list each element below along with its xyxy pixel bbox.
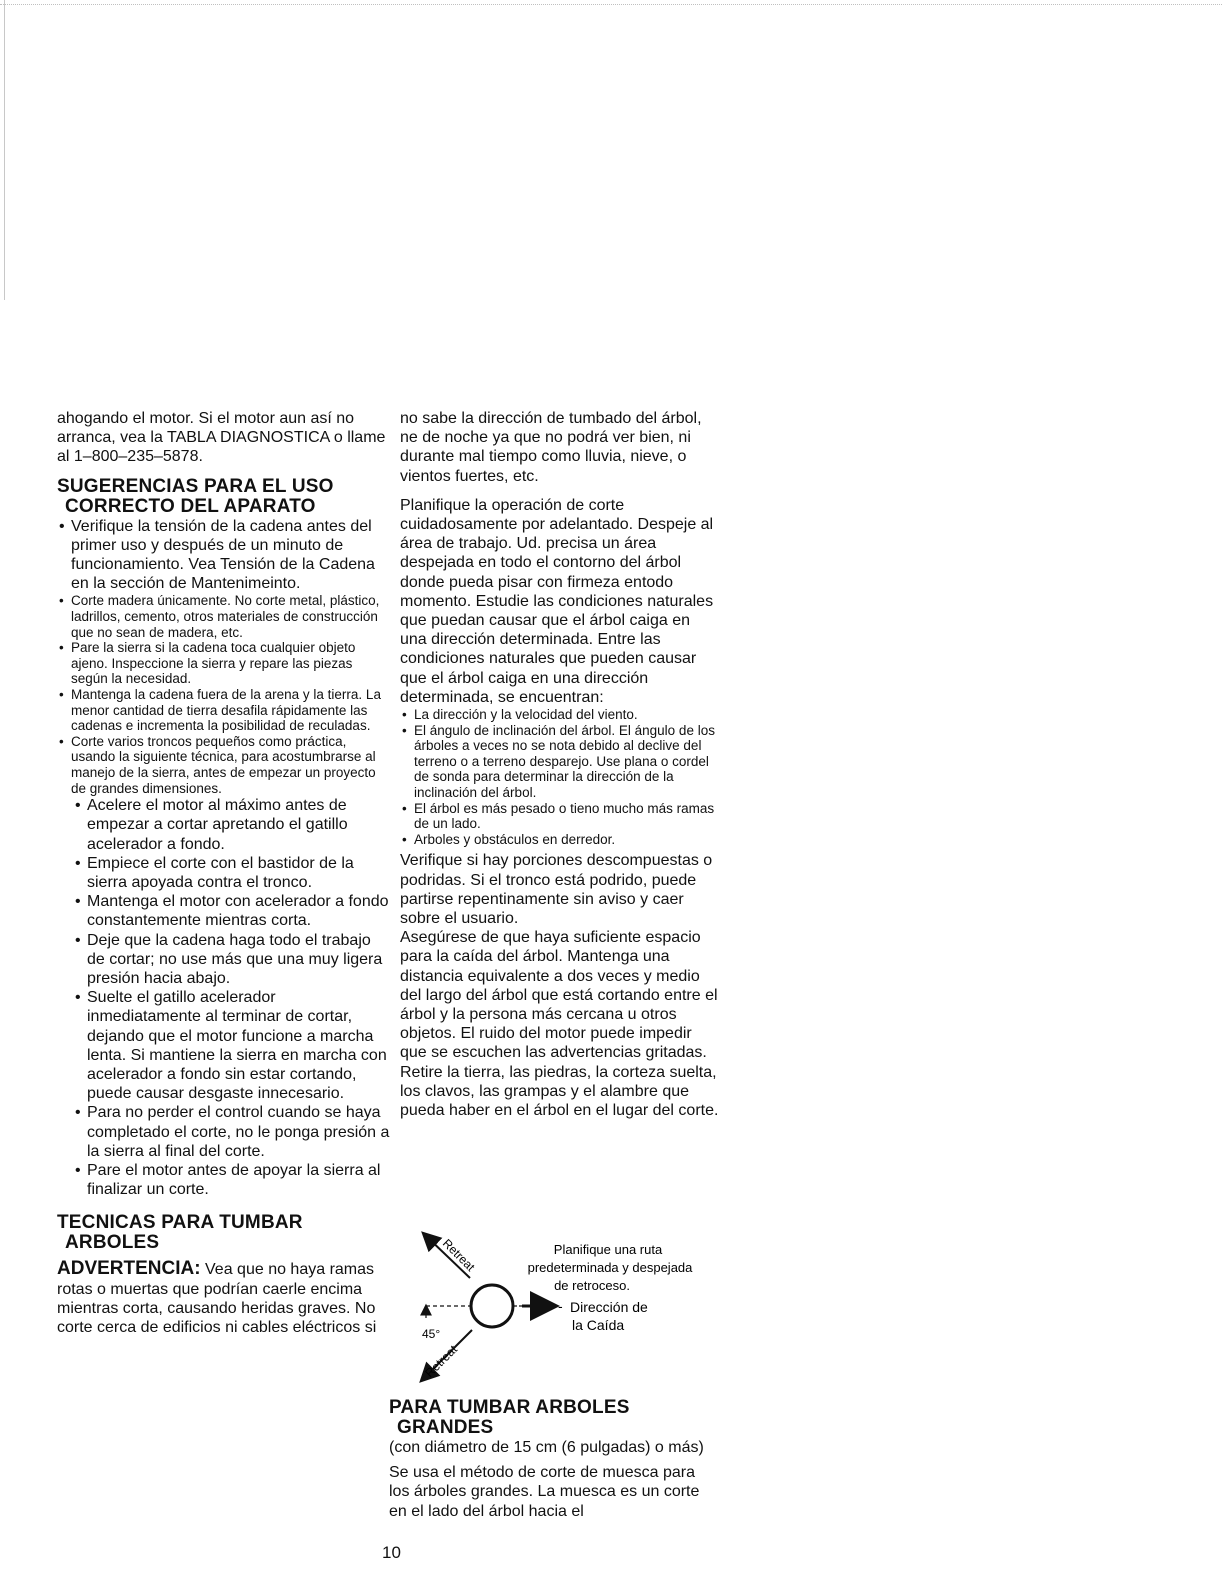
paragraph: Verifique si hay porciones descompuestas o podridas. Si el tronco está podrido, puede partirse repentinamente sin aviso y caer sobre el usuario.: [400, 852, 713, 927]
retreat-plan-line3: de retroceso.: [554, 1278, 630, 1293]
section-title-line1: PARA TUMBAR ARBOLES: [389, 1397, 630, 1418]
tips-list: [57, 517, 390, 797]
list-item: • Acelere el motor al máximo antes de empezar a cortar apretando el gatillo acelerador a fondo.: [57, 796, 390, 854]
section-title-grandes: [389, 1398, 719, 1438]
paragraph: no sabe la dirección de tumbado del árbol, ne de noche ya que no podrá ver bien, ni durante mal tiempo como lluvia, nieve, o vientos fuertes, etc.: [400, 410, 702, 485]
list-item: • Pare el motor antes de apoyar la sierra al finalizar un corte.: [57, 1161, 390, 1199]
fall-direction-line1: Dirección de: [570, 1299, 648, 1315]
list-item: • Verifique la tensión de la cadena antes del primer uso y después de un minuto de funcionamiento. Vea Tensión de la Cadena en la sección de Mantenimeinto.: [57, 517, 390, 594]
section-title-line2: GRANDES: [397, 1417, 494, 1438]
retreat-plan-line1: Planifique una ruta: [553, 1242, 663, 1257]
list-item: • Suelte el gatillo acelerador inmediatamente al terminar de cortar, dejando que el motor funcione a marcha lenta. Si mantiene la sierra en marcha con acelerador a fondo sin estar cortando, puede causar desgaste innecesario.: [57, 988, 390, 1103]
retreat-label-lower: Retreat: [422, 1342, 460, 1381]
list-item: • Mantenga la cadena fuera de la arena y la tierra. La menor cantidad de tierra desafila rápidamente las cadenas e incrementa la posibilidad de reculadas.: [57, 687, 390, 734]
paragraph: Planifique la operación de corte cuidadosamente por adelantado. Despeje al área de trabajo. Ud. precisa un área despejada en todo el contorno del árbol donde pueda pisar con firmeza entodo momento. Estudie las condiciones naturales que puedan causar que el árbol caiga en una dirección determinada. Entre las condiciones naturales que pueden causar que el árbol caiga en una dirección determinada, se encuentran:: [400, 496, 714, 706]
list-item: • El árbol es más pesado o tieno mucho más ramas de un lado.: [400, 801, 720, 832]
page-number: 10: [382, 1543, 401, 1562]
technique-sublist: [57, 796, 390, 1199]
list-item: • La dirección y la velocidad del viento.: [400, 707, 720, 723]
list-item: • Mantenga el motor con acelerador a fondo constantemente mientras corta.: [57, 892, 390, 930]
conditions-list: [400, 707, 720, 847]
list-item: • Empiece el corte con el bastidor de la sierra apoyada contra el tronco.: [57, 854, 390, 892]
page-top-border: [0, 4, 1222, 6]
section-title-line1: TECNICAS PARA TUMBAR: [57, 1212, 303, 1234]
retreat-label-upper: Retreat: [439, 1236, 478, 1274]
section-subtitle: (con diámetro de 15 cm (6 pulgadas) o más): [389, 1439, 704, 1456]
list-item: • Deje que la cadena haga todo el trabajo de cortar; no use más que una muy ligera presión hacia abajo.: [57, 931, 390, 989]
right-column: [400, 409, 720, 1130]
retreat-plan-line2: predeterminada y despejada: [527, 1260, 693, 1275]
section-large-trees: [389, 1398, 719, 1531]
section-title-line2: CORRECTO DEL APARATO: [65, 495, 316, 517]
list-item: • Pare la sierra si la cadena toca cualquier objeto ajeno. Inspeccione la sierra y repare las piezas según la necesidad.: [57, 640, 390, 687]
warning-label: ADVERTENCIA:: [57, 1258, 201, 1280]
angle-label: 45°: [422, 1327, 441, 1341]
section-title-sugerencias: [57, 477, 390, 517]
list-item: • Para no perder el control cuando se haya completado el corte, no le ponga presión a la sierra al final del corte.: [57, 1103, 390, 1161]
left-column: [57, 409, 390, 1347]
section-title-tecnicas: [57, 1213, 390, 1253]
warning-paragraph: [57, 1259, 390, 1337]
section-title-line2: ARBOLES: [65, 1232, 160, 1254]
list-item: • Corte varios troncos pequeños como práctica, usando la siguiente técnica, para acostumbrarse al manejo de la sierra, antes de empezar un proyecto de grandes dimensiones.: [57, 734, 390, 796]
tree-trunk-circle: [471, 1285, 513, 1327]
fall-direction-line2: la Caída: [572, 1317, 625, 1333]
paragraph: Asegúrese de que haya suficiente espacio para la caída del árbol. Mantenga una distancia equivalente a dos veces y medio del largo del árbol que está cortando entre el árbol y la persona más cercana u otros objetos. El ruido del motor puede impedir que se escuchen las advertencias gritadas. Retire la tierra, las piedras, la corteza suelta, los clavos, las grampas y el alambre que pueda haber en el árbol en el lugar del corte.: [400, 929, 719, 1120]
intro-paragraph: ahogando el motor. Si el motor aun así no arranca, vea la TABLA DIAGNOSTICA o llame al 1–800–235–5878.: [57, 410, 386, 466]
list-item: • Corte madera únicamente. No corte metal, plástico, ladrillos, cemento, otros materiales de construcción que no sean de madera, etc.: [57, 593, 390, 640]
paragraph: Se usa el método de corte de muesca para los árboles grandes. La muesca es un corte en el lado del árbol hacia el: [389, 1464, 700, 1520]
list-item: • Arboles y obstáculos en derredor.: [400, 832, 720, 848]
list-item: • El ángulo de inclinación del árbol. El ángulo de los árboles a veces no se nota debido al declive del terreno o a terreno desparejo. Use plana o cordel de sonda para determinar la dirección de la inclinación del árbol.: [400, 723, 720, 801]
tree-felling-diagram: [410, 1228, 720, 1398]
fall-label-dash: -: [558, 1298, 563, 1314]
page-left-border: [4, 0, 5, 300]
section-title-line1: SUGERENCIAS PARA EL USO: [57, 475, 334, 497]
warning-text: Vea que no haya ramas rotas o muertas que podrían caerle encima mientras corta, causando heridas graves. No corte cerca de edificios ni cables eléctricos si: [57, 1261, 377, 1337]
